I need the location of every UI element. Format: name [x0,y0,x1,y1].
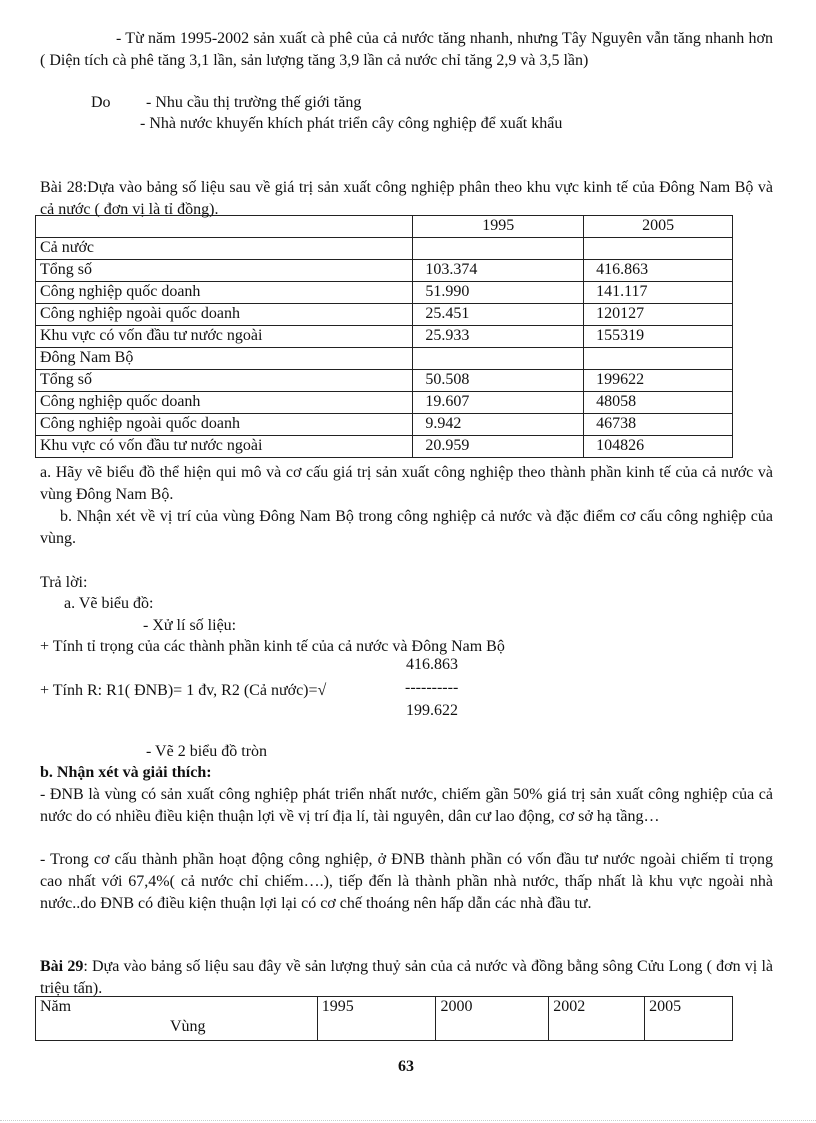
row-label: Tổng số [36,260,413,282]
table-row [36,282,733,304]
row-label: Đông Nam Bộ [36,348,413,370]
task-b: b. Nhận xét về vị trí của vùng Đông Nam Bộ trong công nghiệp cả nước và đặc điểm cơ cấu công nghiệp của vùng. [40,508,773,547]
bai29-table [35,996,733,1041]
calc-radius: + Tính R: R1( ĐNB)= 1 đv, R2 (Cả nước)=√ [40,682,327,699]
row-value [413,238,584,260]
table-row [36,370,733,392]
header-year-1995: 1995 [413,216,584,238]
bai29-question [40,956,773,1000]
row-value: 141.117 [584,282,733,304]
row-label: Cả nước [36,238,413,260]
row-value: 50.508 [413,370,584,392]
row-value [584,238,733,260]
formula-bar: ---------- [405,679,459,696]
page-number: 63 [398,1058,414,1075]
row-value [413,348,584,370]
draw-chart-item: a. Vẽ biểu đồ: [64,595,154,612]
year-2000: 2000 [436,997,549,1041]
bai29-label: Bài 29 [40,958,84,975]
table-row [36,414,733,436]
table-row [36,392,733,414]
row-value: 46738 [584,414,733,436]
row-value: 25.451 [413,304,584,326]
answer-label: Trả lời: [40,574,88,591]
row-label: Tổng số [36,370,413,392]
row-value: 19.607 [413,392,584,414]
row-value [584,348,733,370]
table-row [36,304,733,326]
row-value: 25.933 [413,326,584,348]
table-row [36,436,733,458]
row-value: 416.863 [584,260,733,282]
row-value: 20.959 [413,436,584,458]
bai28-question: Bài 28:Dựa vào bảng số liệu sau về giá trị sản xuất công nghiệp phân theo khu vực kinh tế của Đông Nam Bộ và cả nước ( đơn vị là tỉ đồng). [40,179,773,218]
row-value: 48058 [584,392,733,414]
row-label: Công nghiệp quốc doanh [36,392,413,414]
row-label: Khu vực có vốn đầu tư nước ngoài [36,436,413,458]
row-value: 120127 [584,304,733,326]
row-label: Công nghiệp ngoài quốc doanh [36,304,413,326]
row-label: Công nghiệp quốc doanh [36,282,413,304]
table-row [36,260,733,282]
table-row [36,326,733,348]
table-row [36,238,733,260]
reason-1: - Nhu cầu thị trường thế giới tăng [146,94,362,111]
process-data-item: - Xử lí số liệu: [143,617,237,634]
header-nam-vung [36,997,318,1041]
b-paragraph-2: - Trong cơ cấu thành phần hoạt động công nghiệp, ở ĐNB thành phần có vốn đầu tư nước ngoài chiếm tỉ trọng cao nhất với 67,4%( cả nước chỉ chiếm….), tiếp đến là thành phần nhà nước, thấp nhất là khu vực ngoài nhà nước..do ĐNB có điều kiện thuận lợi lại có cơ chế thoáng nên hấp dẫn các nhà đầu tư. [40,851,773,912]
task-a: a. Hãy vẽ biểu đồ thể hiện qui mô và cơ cấu giá trị sản xuất công nghiệp theo thành phần kinh tế của cả nước và vùng Đông Nam Bộ. [40,464,773,503]
page-divider [0,1120,816,1121]
bai29-text: : Dựa vào bảng số liệu sau đây về sản lượng thuỷ sản của cả nước và đồng bằng sông Cửu Long ( đơn vị là triệu tấn). [40,958,774,997]
formula-numerator: 416.863 [406,656,458,673]
draw-pies-item: - Vẽ 2 biểu đồ tròn [146,743,268,760]
header-year-2005: 2005 [584,216,733,238]
row-label: Khu vực có vốn đầu tư nước ngoài [36,326,413,348]
row-value: 199622 [584,370,733,392]
header-nam: Năm [40,998,72,1015]
bai28-table [35,215,733,458]
row-value: 9.942 [413,414,584,436]
b-heading: b. Nhận xét và giải thích: [40,764,212,781]
row-value: 155319 [584,326,733,348]
do-label: Do [91,94,111,111]
year-1995: 1995 [317,997,436,1041]
table-row [36,348,733,370]
calc-proportion: + Tính tỉ trọng của các thành phần kinh tế của cả nước và Đông Nam Bộ [40,638,505,655]
b-paragraph-1: - ĐNB là vùng có sản xuất công nghiệp phát triển nhất nước, chiếm gần 50% giá trị sản xuất công nghiệp của cả nước do có nhiều điều kiện thuận lợi về vị trí địa lí, tài nguyên, dân cư lao động, cơ sở hạ tầng… [40,786,773,825]
reason-2: - Nhà nước khuyến khích phát triển cây công nghiệp để xuất khẩu [140,115,563,132]
intro-paragraph: - Từ năm 1995-2002 sản xuất cà phê của cả nước tăng nhanh, nhưng Tây Nguyên vẫn tăng nhanh hơn ( Diện tích cà phê tăng 3,1 lần, sản lượng tăng 3,9 lần cả nước chỉ tăng 2,9 và 3,5 lần) [40,30,773,69]
row-value: 103.374 [413,260,584,282]
year-2005: 2005 [645,997,733,1041]
row-value: 51.990 [413,282,584,304]
formula-denominator: 199.622 [406,702,458,719]
row-label: Công nghiệp ngoài quốc doanh [36,414,413,436]
row-value: 104826 [584,436,733,458]
year-2002: 2002 [549,997,645,1041]
header-vung: Vùng [170,1018,206,1035]
header-blank [36,216,413,238]
